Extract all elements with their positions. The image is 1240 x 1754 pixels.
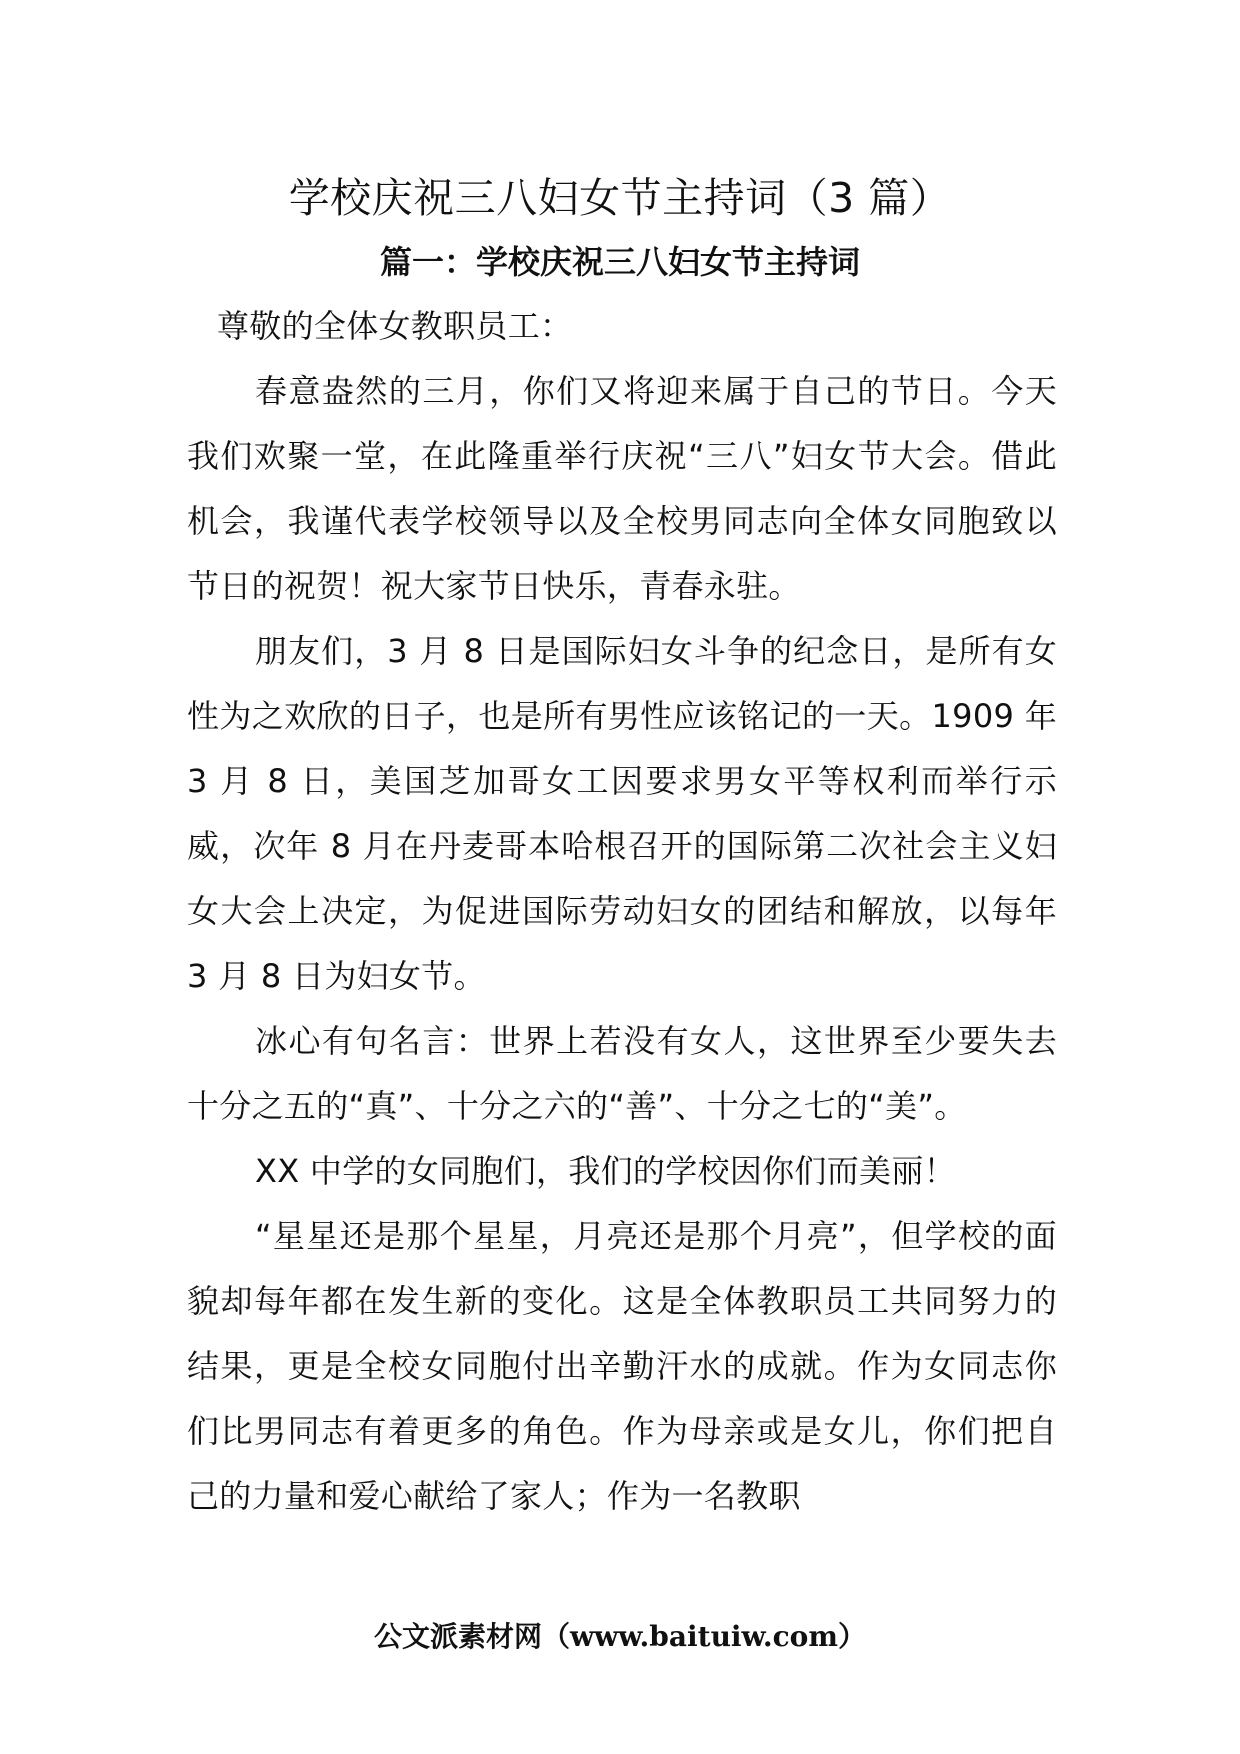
paragraph-1: 春意盎然的三月，你们又将迎来属于自己的节日。今天我们欢聚一堂，在此隆重举行庆祝“三八”妇女节大会。借此机会，我谨代表学校领导以及全校男同志向全体女同胞致以节日的祝贺！祝大家节日快乐，青春永驻。: [187, 372, 1057, 605]
paragraph-4: XX 中学的女同胞们，我们的学校因你们而美丽！: [255, 1152, 956, 1190]
section-heading: 篇一：学校庆祝三八妇女节主持词: [379, 243, 860, 281]
paragraph-3: 冰心有句名言：世界上若没有女人，这世界至少要失去十分之五的“真”、十分之六的“善”、十分之七的“美”。: [187, 1022, 1057, 1125]
salutation: 尊敬的全体女教职员工：: [217, 307, 573, 345]
footer-watermark: 公文派素材网（www.baituiw.com）: [374, 1620, 866, 1653]
document-title: 学校庆祝三八妇女节主持词（3 篇）: [288, 174, 952, 222]
document-body: [187, 294, 1057, 1529]
paragraph-2: 朋友们，3 月 8 日是国际妇女斗争的纪念日，是所有女性为之欢欣的日子，也是所有男性应该铭记的一天。1909 年 3 月 8 日，美国芝加哥女工因要求男女平等权利而举行示威，次年 8 月在丹麦哥本哈根召开的国际第二次社会主义妇女大会上决定，为促进国际劳动妇女的团结和解放，以每年 3 月 8 日为妇女节。: [187, 632, 1057, 995]
paragraph-5: “星星还是那个星星，月亮还是那个月亮”，但学校的面貌却每年都在发生新的变化。这是全体教职员工共同努力的结果，更是全校女同胞付出辛勤汗水的成就。作为女同志你们比男同志有着更多的角色。作为母亲或是女儿，你们把自己的力量和爱心献给了家人；作为一名教职: [187, 1217, 1057, 1515]
